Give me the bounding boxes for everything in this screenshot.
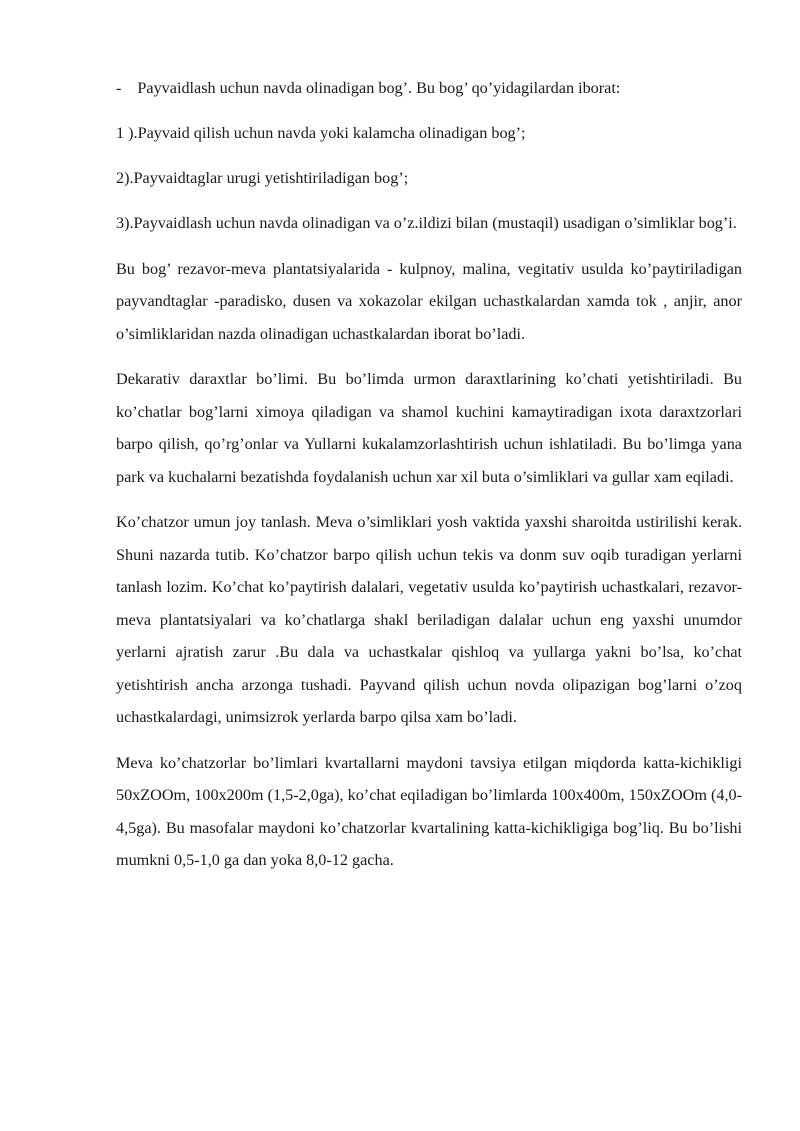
paragraph-site-selection: Ko’chatzor umun joy tanlash. Meva o’simliklari yosh vaktida yaxshi sharoitda ustirilishi kerak. Shuni nazarda tutib. Ko’chatzor barpo qilish uchun tekis va donm suv oqib turadigan yerlarni tanlash lozim. Ko’chat ko’paytirish dalalari, vegetativ usulda ko’paytirish uchastkalari, rezavor-meva plantatsiyalari va ko’chatlarga shakl beriladigan dalalar uchun eng yaxshi unumdor yerlarni ajratish zarur .Bu dala va uchastkalar qishloq va yullarga yakni bo’lsa, ko’chat yetishtirish ancha arzonga tushadi. Payvand qilish uchun novda olipazigan bog’larni o’zoq uchastkalardagi, unimsizrok yerlarda barpo qilsa xam bo’ladi. — [116, 513, 742, 726]
dash-bullet: - — [116, 79, 122, 97]
list-item-1: 1 ).Payvaid qilish uchun navda yoki kalamcha olinadigan bog’; — [116, 124, 526, 142]
list-item-3: 3).Payvaidlash uchun navda olinadigan va o’z.ildizi bilan (mustaqil) usadigan o’simliklar bog’i. — [116, 214, 737, 232]
paragraph-quarter-sizes: Meva ko’chatzorlar bo’limlari kvartallarni maydoni tavsiya etilgan miqdorda katta-kichikligi 50xZOOm, 100x200m (1,5-2,0ga), ko’chat eqiladigan bo’limlarda 100x400m, 150xZOOm (4,0-4,5ga). Bu masofalar maydoni ko’chatzorlar kvartalining katta-kichikligiga bog’liq. Bu bo’lishi mumkni 0,5-1,0 ga dan yoka 8,0-12 gacha. — [116, 753, 742, 869]
paragraph-decorative-trees: Dekarativ daraxtlar bo’limi. Bu bo’limda urmon daraxtlarining ko’chati yetishtiriladi. Bu ko’chatlar bog’larni ximoya qiladigan va shamol kuchini kamaytiradigan ixota daraxtzorlari barpo qilish, qo’rg’onlar va Yullarni kukalamzorlashtirish uchun ishlatiladi. Bu bo’limga yana park va kuchalarni bezatishda foydalanish uchun xar xil buta o’simliklari va gullar xam eqiladi. — [116, 370, 742, 486]
intro-text: Payvaidlash uchun navda olinadigan bog’. Bu bog’ qo’yidagilardan iborat: — [137, 79, 621, 97]
paragraph-plantations: Bu bog’ rezavor-meva plantatsiyalarida - kulpnoy, malina, vegitativ usulda ko’paytiriladigan payvandtaglar -paradisko, dusen va xokazolar ekilgan uchastkalardan xamda tok , anjir, anor o’simliklaridan nazda olinadigan uchastkalardan iborat bo’ladi. — [116, 259, 742, 343]
intro-list-item — [116, 72, 742, 104]
list-item-2: 2).Payvaidtaglar urugi yetishtiriladigan bog’; — [116, 169, 409, 187]
document-page — [116, 72, 742, 890]
